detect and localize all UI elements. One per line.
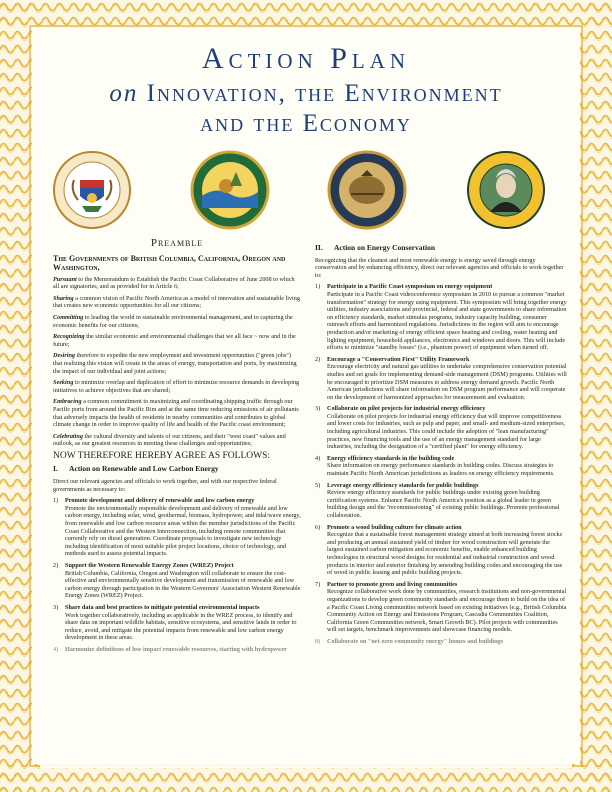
- list-item: 7) Partner to promote green and living communities Recognize collaborative work done by communities, research institutions and non-governmental organizations to develop green community standards and encourage them to build on the idea of a Pacific Coast Living communities network based on existing initiatives (e.g., British Columbia Community Action on Energy and Emissions Program, Cascadia Communities Coalition, California Green Communities network, Smart Growth BC). Pilot projects with communities will set targets, benchmark improvements and showcase financing models.: [315, 580, 567, 634]
- right-column: [315, 240, 567, 650]
- list-item: 3) Share data and best practices to mitigate potential environmental impacts Work together collaboratively, including as applicable in the WREZ process, to identify and share data on important wildlife habitats, sensitive ecosystems, and sensitive lands in order to reduce, avoid, and mitigate the potential impacts from renewable and low carbon energy development in these areas.: [53, 603, 297, 642]
- list-item: 8) Collaborate on "net-zero community energy" homes and buildings: [315, 637, 504, 645]
- preamble-paragraph: Embracing a common commitment to maximizing and coordinating shipping traffic through our Pacific ports from around the Pacific Rim and at the same time reducing emissions of air pollutants that adversely impacts the health of residents in nearby communities and contributes to global climate change in order to improve quality of life and health of the Pacific coast environment;: [53, 398, 299, 429]
- preamble-paragraph: Celebrating the cultural diversity and talents of our citizens, and their "west coast" values and outlook, as our greatest resources in meeting these challenges and opportunities;: [53, 432, 286, 448]
- oregon-seal-icon: [327, 150, 407, 230]
- governments-line: The Governments of British Columbia, California, Oregon and Washington,: [53, 253, 286, 272]
- preamble-heading: Preamble: [150, 237, 204, 249]
- preamble-paragraph: Pursuant to the Memorandum to Establish the Pacific Coast Collaborative of June 2008 to which all are signatories, and as provided for in Article 6;: [53, 275, 295, 291]
- list-item: 2) Support the Western Renewable Energy Zones (WREZ) Project British Columbia, California, Oregon and Washington will collaborate to ensure the cost-effective and environmentally sensitive development and transmission of renewable and low carbon energy through participation in the Western Governors' Association Western Renewable Energy Zones (WREZ) Project.: [53, 562, 301, 600]
- left-column: [53, 237, 301, 658]
- section-2-heading: II. Action on Energy Conservation: [315, 243, 436, 252]
- list-item: 5) Leverage energy efficiency standards for public buildings Review energy efficiency standards for public buildings under existing green building certification systems. Enhance Pacific North America's position as a global leader in green building design and the "recommissioning" of existing public buildings. Promote professional collaboration.: [315, 481, 560, 519]
- list-item: 6) Promote a wood building culture for climate action Recognize that a sustainable forest management strategy aimed at both increasing forest stocks and producing an annual sustained yield of timber for wood construction will generate the largest sustained carbon mitigation and economic benefits, enable enhanced building technologies in structural wood designs for residential and industrial construction and wood products in interior and exterior finishing by amending building codes and encouraging the use of wood in public leasing and public building projects.: [315, 523, 563, 577]
- preamble-paragraph: Seeking to minimize overlap and duplication of effort to minimize resource demands in developing initiatives to achieve objectives that are shared;: [53, 379, 300, 394]
- preamble-paragraph: Committing to leading the world in sustainable environmental management, and to capturing the economic benefits for our citizens;: [53, 313, 293, 329]
- list-item: 4) Harmonize definitions of low impact renewable resources, starting with hydropower: [53, 645, 287, 653]
- british-columbia-seal-icon: [52, 150, 132, 230]
- page-title: Action Plan: [201, 42, 411, 75]
- section-2-intro: Recognizing that the cleanest and most renewable energy is energy saved through energy conservation and by enhancing efficiency, direct our relevant agencies and officials to work together to:: [315, 256, 564, 279]
- list-item: 1) Participate in a Pacific Coast symposium on energy equipment Participate in a Pacific Coast videoconference symposium in 2010 to pursue a common "market transformation" strategy for energy using equipment. This symposium will bring together energy utilities, industry associations and provincial, federal and state governments to share information on efficiency standards, market stimulus programs, industry capacity building, consumer outreach efforts and harmonized regulations. Jurisdictions in the region will aim to encourage production and/or marketing of energy efficient space heating and cooling, water heating and lighting equipment, household appliances, electronics and windows and doors. This will include efforts to minimize "standby losses" (i.e., phantom power) of equipment when turned off.: [315, 283, 567, 352]
- preamble-paragraph: Sharing a common vision of Pacific North America as a model of innovation and sustainable living that creates new economic opportunities for all our citizens;: [53, 294, 300, 310]
- page-subtitle-line2: and the Economy: [200, 110, 412, 137]
- now-therefore-heading: NOW THEREFORE HEREBY AGREE AS FOLLOWS:: [53, 450, 271, 461]
- page-subtitle-line1: [0, 80, 612, 108]
- washington-seal-icon: [466, 150, 546, 230]
- list-item: 4) Energy efficiency standards in the building code Share information on energy performance standards in building codes. Discuss strategies to maintain Pacific North American jurisdictions as leaders on energy efficiency requirements.: [315, 454, 555, 478]
- preamble-paragraph: Desiring therefore to expedite the new employment and investment opportunities ("green jobs") that realizing this vision will create in the areas of energy, transportation and ports, by maximizing the impact of our individual and joint actions;: [53, 352, 297, 375]
- list-item: 3) Collaborate on pilot projects for industrial energy efficiency Collaborate on pilot projects for industrial energy efficiency that will improve competitiveness and lower costs for industries, such as pulp and paper, and small- and medium-sized enterprises, including agricultural industries. This could include the adoption of "lean manufacturing" practices, new financing tools and the use of an energy management standard for large industries, including the designation of a "certified plant" for energy efficiency.: [315, 405, 566, 451]
- bottom-fade: [40, 740, 572, 768]
- list-item: 1) Promote development and delivery of renewable and low carbon energy Promote the environmentally responsible development and delivery of renewable and low carbon energy, including solar, wind, geothermal, biomass, hydropower, and tidal/wave energy, from renewable and low carbon resource areas within the member jurisdictions of the Pacific Coast Collaborative and the Western Interconnection, including remote communities that currently rely on diesel generation. Coordinate proposals to investigate new technology including identification of most suitable pilot project locations, choice of technology, and methods used to assess potential impacts.: [53, 497, 301, 558]
- section-1-heading: I. Action on Renewable and Low Carbon Energy: [53, 464, 219, 474]
- subtitle-text: Innovation, the Environment: [146, 80, 503, 107]
- preamble-paragraph: Recognizing the similar economic and environmental challenges that we all face ~ now and in the future;: [53, 333, 296, 348]
- subtitle-on: on: [109, 80, 139, 107]
- section-1-intro: Direct our relevant agencies and officials to work together, and with our respective federal governments as necessary to:: [53, 478, 277, 493]
- list-item: 2) Encourage a "Conservation First" Utility Framework Encourage electricity and natural gas utilities to undertake comprehensive conservation potential studies and set goals for implementing demand-side management (DSM) programs. Utilities will be encouraged to prioritize DSM measures to address energy demand growth. Pacific North American jurisdictions will share information on DSM program performance and will cooperate on the development of harmonized approaches for measurement and evaluation.: [315, 355, 567, 401]
- california-seal-icon: [190, 150, 270, 230]
